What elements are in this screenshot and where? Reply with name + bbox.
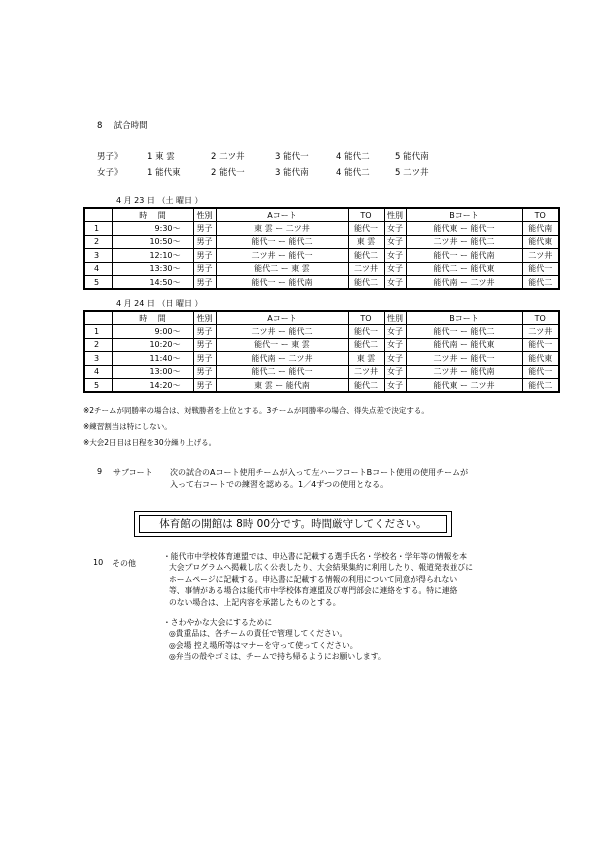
table-cell: 2 — [84, 338, 112, 352]
table-cell: 二ツ井 ー 能代南 — [406, 365, 522, 379]
header-cell: 性別 — [193, 311, 216, 325]
table-cell: 能代東 ー 能代一 — [406, 222, 522, 236]
table-cell: 1 — [84, 222, 112, 236]
header-cell — [84, 208, 112, 222]
table-cell: 能代二 ー 能代東 — [406, 262, 522, 276]
para-line: ホームページに記載する。申込書に記載する情報の利用について同意が得られない — [169, 574, 458, 584]
para-line: ・能代市中学校体育連盟では、申込書に記載する選手氏名・学校名・学年等の情報を本 — [163, 552, 468, 561]
table-cell: 二ツ井 — [522, 249, 559, 263]
section-9-number: 9 — [97, 467, 103, 476]
table-cell: 5 — [84, 379, 112, 393]
table-cell: 女子 — [384, 235, 406, 249]
table-cell: 二ツ井 ー 能代二 — [406, 235, 522, 249]
table-cell: 能代南 ー 二ツ井 — [406, 276, 522, 290]
table-cell: 10:50～ — [112, 235, 193, 249]
table-cell: 能代一 ー 東 雲 — [216, 338, 348, 352]
team-item: 1 東 雲 — [147, 152, 175, 162]
header-cell: 時 間 — [112, 208, 193, 222]
day1-date: 4 月 23 日 （土 曜日 ） — [116, 196, 203, 205]
table-cell: 9:00～ — [112, 325, 193, 339]
team-item: 5 二ツ井 — [395, 168, 429, 178]
table-cell: 女子 — [384, 338, 406, 352]
table-cell: 能代一 — [348, 325, 384, 339]
table-cell: 能代二 ー 東 雲 — [216, 262, 348, 276]
table-cell: 東 雲 ー 能代南 — [216, 379, 348, 393]
table-cell: 二ツ井 — [348, 365, 384, 379]
team-item: 4 能代二 — [336, 152, 370, 162]
para-line: ◎貴重品は、各チームの責任で管理してください。 — [169, 629, 348, 639]
section-9-line: 次の試合のAコート使用チームが入って左ハーフコートBコート使用の使用チームが — [170, 468, 469, 477]
team-item: 2 能代一 — [211, 168, 245, 178]
table-cell: 能代一 ー 能代二 — [406, 325, 522, 339]
para-line: ◎会場 控え場所等はマナーを守って使ってください。 — [169, 640, 358, 650]
table-cell: 女子 — [384, 352, 406, 366]
table-cell: 男子 — [193, 325, 216, 339]
team-item: 1 能代東 — [147, 168, 181, 178]
table-cell: 女子 — [384, 379, 406, 393]
table-cell: 14:50～ — [112, 276, 193, 290]
header-cell: Bコート — [406, 311, 522, 325]
table-cell: 4 — [84, 365, 112, 379]
section-9-line: 入って右コートでの練習を認める。1／4ずつの使用となる。 — [170, 480, 389, 489]
table-cell: 1 — [84, 325, 112, 339]
team-item: 2 二ツ井 — [211, 152, 245, 162]
table-cell: 東 雲 — [348, 352, 384, 366]
note-line: ※2チームが同勝率の場合は、対戦勝者を上位とする。3チームが同勝率の場合、得失点差で決定する。 — [83, 406, 429, 415]
table-cell: 3 — [84, 352, 112, 366]
table-cell: 能代東 ー 二ツ井 — [406, 379, 522, 393]
section-10-para1 — [163, 551, 473, 608]
table-cell: 女子 — [384, 249, 406, 263]
table-cell: 能代一 — [348, 222, 384, 236]
team-item: 3 能代一 — [275, 152, 309, 162]
table-cell: 13:30～ — [112, 262, 193, 276]
para-line: ◎弁当の殻やゴミは、チームで持ち帰るようにお願いします。 — [169, 652, 386, 662]
table-cell: 能代南 — [522, 222, 559, 236]
table-cell: 能代東 — [522, 352, 559, 366]
table-cell: 能代二 ー 能代一 — [216, 365, 348, 379]
note-line: ※練習割当は特にしない。 — [83, 422, 172, 431]
header-cell: 性別 — [193, 208, 216, 222]
para-line: 等、事情がある場合は能代市中学校体育連盟及び専門部会に連絡をする。特に連絡 — [169, 586, 458, 596]
table-cell: 4 — [84, 262, 112, 276]
table-cell: 9:30～ — [112, 222, 193, 236]
table-cell: 女子 — [384, 262, 406, 276]
table-cell: 二ツ井 — [348, 262, 384, 276]
table-cell: 能代南 ー 二ツ井 — [216, 352, 348, 366]
schedule-table-day2 — [83, 310, 560, 393]
team-item: 3 能代南 — [275, 168, 309, 178]
table-cell: 男子 — [193, 338, 216, 352]
table-cell: 女子 — [384, 325, 406, 339]
table-cell: 12:10～ — [112, 249, 193, 263]
header-cell: Aコート — [216, 311, 348, 325]
table-row — [84, 365, 559, 379]
table-cell: 二ツ井 ー 能代二 — [216, 325, 348, 339]
table-cell: 二ツ井 ー 能代一 — [216, 249, 348, 263]
table-cell: 男子 — [193, 276, 216, 290]
section-title-text: 試合時間 — [113, 121, 148, 131]
table-cell: 男子 — [193, 365, 216, 379]
para-line: 大会プログラムへ掲載し広く公表したり、大会結果集約に利用したり、報道発表並びに — [169, 563, 473, 573]
table-cell: 能代二 — [348, 338, 384, 352]
table-cell: 女子 — [384, 365, 406, 379]
table-cell: 東 雲 ー 二ツ井 — [216, 222, 348, 236]
table-cell: 13:00～ — [112, 365, 193, 379]
table-cell: 2 — [84, 235, 112, 249]
table-cell: 能代二 — [522, 276, 559, 290]
note-line: ※大会2日目は日程を30分繰り上げる。 — [83, 438, 217, 447]
table-cell: 男子 — [193, 235, 216, 249]
table-cell: 女子 — [384, 222, 406, 236]
table-cell: 能代一 ー 能代二 — [216, 235, 348, 249]
header-cell: TO — [522, 311, 559, 325]
section-10-title: その他 — [112, 559, 136, 568]
schedule-table-day1 — [83, 207, 560, 290]
table-row — [84, 262, 559, 276]
section-10-number: 10 — [93, 558, 104, 567]
notice-box: 体育館の開館は 8時 00分です。時間厳守してください。 — [139, 515, 447, 533]
table-cell: 3 — [84, 249, 112, 263]
table-cell: 能代二 — [348, 379, 384, 393]
team-item: 4 能代二 — [336, 168, 370, 178]
table-cell: 能代一 — [522, 338, 559, 352]
table-cell: 能代東 — [522, 235, 559, 249]
table-row — [84, 338, 559, 352]
day2-date: 4 月 24 日 （日 曜日 ） — [116, 299, 203, 308]
table-cell: 二ツ井 — [522, 325, 559, 339]
boys-label: 男子》 — [97, 152, 123, 162]
table-cell: 10:20～ — [112, 338, 193, 352]
table-row — [84, 325, 559, 339]
table-cell: 能代一 ー 能代南 — [406, 249, 522, 263]
header-cell: TO — [348, 311, 384, 325]
table-cell: 東 雲 — [348, 235, 384, 249]
table-row — [84, 249, 559, 263]
table-row — [84, 235, 559, 249]
header-cell — [84, 311, 112, 325]
table-cell: 能代二 — [522, 379, 559, 393]
table-cell: 5 — [84, 276, 112, 290]
table-cell: 11:40～ — [112, 352, 193, 366]
table-cell: 能代一 — [522, 262, 559, 276]
team-item: 5 能代南 — [395, 152, 429, 162]
table-cell: 男子 — [193, 379, 216, 393]
table-cell: 能代二 — [348, 276, 384, 290]
table-cell: 女子 — [384, 276, 406, 290]
table-cell: 能代一 ー 能代南 — [216, 276, 348, 290]
table-cell: 男子 — [193, 262, 216, 276]
section-8-title — [97, 119, 148, 131]
section-10-para2 — [163, 617, 386, 663]
section-number: 8 — [97, 121, 103, 131]
section-9-title: サブコート — [113, 468, 153, 477]
table-cell: 能代一 — [522, 365, 559, 379]
table-cell: 二ツ井 ー 能代一 — [406, 352, 522, 366]
header-cell: TO — [348, 208, 384, 222]
table-row — [84, 352, 559, 366]
table-row — [84, 379, 559, 393]
header-cell: 性別 — [384, 208, 406, 222]
girls-label: 女子》 — [97, 168, 123, 178]
table-cell: 男子 — [193, 249, 216, 263]
table-row — [84, 222, 559, 236]
header-cell: 時 間 — [112, 311, 193, 325]
table-cell: 能代南 ー 能代東 — [406, 338, 522, 352]
table-cell: 14:20～ — [112, 379, 193, 393]
table-cell: 能代二 — [348, 249, 384, 263]
header-cell: 性別 — [384, 311, 406, 325]
table-cell: 男子 — [193, 222, 216, 236]
table-row — [84, 276, 559, 290]
header-cell: Aコート — [216, 208, 348, 222]
header-cell: TO — [522, 208, 559, 222]
table-cell: 男子 — [193, 352, 216, 366]
header-cell: Bコート — [406, 208, 522, 222]
para-line: のない場合は、上記内容を承諾したものとする。 — [169, 597, 341, 607]
para2-title: ・さわやかな大会にするために — [163, 618, 273, 627]
